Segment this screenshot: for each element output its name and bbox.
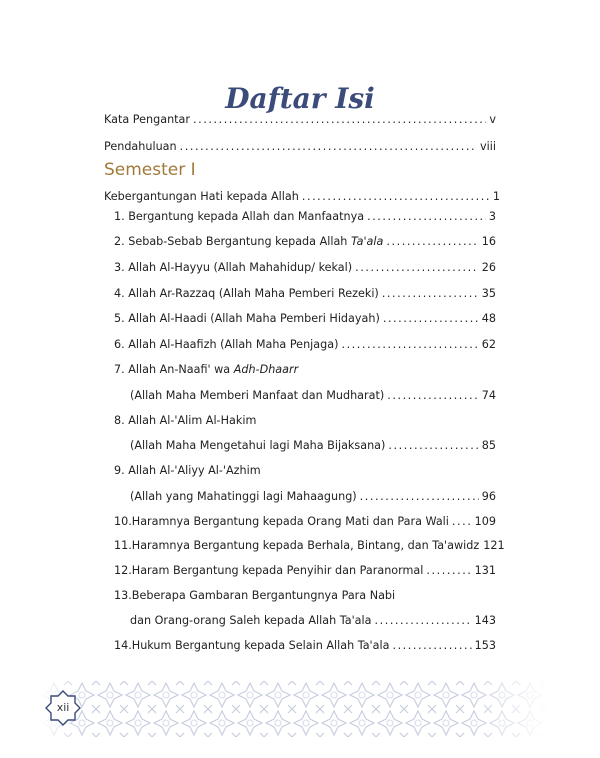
toc-entry-page: 143 (474, 614, 496, 627)
page-number: xii (56, 701, 70, 714)
toc-item-1[interactable] (114, 210, 496, 224)
dot-leader (180, 140, 477, 154)
toc-entry-label-text: 2. Sebab-Sebab Bergantung kepada Allah (114, 235, 351, 248)
toc-entry-label: Pendahuluan (104, 140, 177, 153)
dot-leader (387, 389, 479, 403)
toc-item-3[interactable] (114, 261, 496, 275)
toc-entry-label: 12.Haram Bergantung kepada Penyihir dan Paranormal (114, 564, 424, 577)
dot-leader (386, 235, 478, 249)
toc-entry-page: 35 (481, 287, 496, 300)
toc-entry-page: 131 (474, 564, 496, 577)
toc-entry-label: Kata Pengantar (104, 113, 191, 126)
toc-item-12[interactable] (114, 564, 496, 578)
dot-leader (382, 287, 479, 301)
toc-entry-label: 6. Allah Al-Haafizh (Allah Maha Penjaga) (114, 338, 339, 351)
toc-entry-label: 3. Allah Al-Hayyu (Allah Mahahidup/ kekal) (114, 261, 353, 274)
toc-item-2[interactable] (114, 235, 496, 249)
toc-entry-label (114, 235, 383, 249)
toc-entry-page: 96 (481, 490, 496, 503)
toc-entry-label: 1. Bergantung kepada Allah dan Manfaatnya (114, 210, 365, 223)
toc-item-10[interactable] (114, 515, 496, 529)
toc-entry-label: (Allah Maha Memberi Manfaat dan Mudharat) (130, 389, 385, 402)
toc-item-6[interactable] (114, 338, 496, 352)
footer-ornament (40, 681, 550, 737)
toc-entry-label-italic: Adh-Dhaarr (233, 363, 299, 376)
toc-item-13[interactable] (130, 614, 496, 628)
dot-leader (360, 490, 479, 504)
toc-entry-label: 14.Hukum Bergantung kepada Selain Allah Ta'ala (114, 639, 390, 652)
dot-leader (426, 564, 471, 578)
toc-entry-label: dan Orang-orang Saleh kepada Allah Ta'ala (130, 614, 372, 627)
toc-entry-label: 10.Haramnya Bergantung kepada Orang Mati dan Para Wali (114, 515, 449, 528)
toc-item-9-title[interactable]: 9. Allah Al-'Aliyy Al-'Azhim (114, 464, 261, 477)
toc-entry-label: (Allah Maha Mengetahui lagi Maha Bijaksana) (130, 439, 386, 452)
dot-leader (302, 190, 490, 204)
toc-entry-label: 5. Allah Al-Haadi (Allah Maha Pemberi Hidayah) (114, 312, 380, 325)
toc-item-8[interactable] (130, 439, 496, 453)
page-title: Daftar Isi (225, 82, 375, 115)
toc-entry-page: 121 (483, 539, 505, 552)
toc-entry-page: 16 (481, 235, 496, 248)
dot-leader (193, 113, 486, 127)
toc-item-7[interactable] (130, 389, 496, 403)
toc-item-4[interactable] (114, 287, 496, 301)
semester-heading: Semester I (104, 160, 196, 180)
toc-entry-label-italic: Ta'ala (350, 235, 384, 248)
toc-entry-page: 74 (481, 389, 496, 402)
toc-entry-pendahuluan[interactable] (104, 140, 496, 154)
toc-entry-page: 153 (474, 639, 496, 652)
toc-item-11[interactable] (114, 539, 505, 553)
toc-entry-label: 4. Allah Ar-Razzaq (Allah Maha Pemberi Rezeki) (114, 287, 379, 300)
toc-item-9[interactable] (130, 490, 496, 504)
toc-entry-page: viii (480, 140, 496, 153)
dot-leader (392, 639, 471, 653)
toc-chapter[interactable] (104, 190, 500, 204)
dot-leader (367, 210, 486, 224)
toc-entry-page: 85 (481, 439, 496, 452)
dot-leader (374, 614, 471, 628)
toc-entry-label: Kebergantungan Hati kepada Allah (104, 190, 299, 203)
toc-item-14[interactable] (114, 639, 496, 653)
toc-item-13-title[interactable]: 13.Beberapa Gambaran Bergantungnya Para Nabi (114, 589, 396, 602)
toc-entry-page: 62 (481, 338, 496, 351)
toc-entry-page: 48 (481, 312, 496, 325)
toc-entry-label-text: 7. Allah An-Naafi' wa (114, 363, 234, 376)
toc-entry-page: 109 (474, 515, 496, 528)
toc-item-7-title[interactable] (114, 363, 298, 377)
toc-entry-page: 26 (481, 261, 496, 274)
dot-leader (383, 312, 479, 326)
toc-item-8-title[interactable]: 8. Allah Al-'Alim Al-Hakim (114, 414, 257, 427)
toc-entry-label: (Allah yang Mahatinggi lagi Mahaagung) (130, 490, 357, 503)
toc-entry-label: 11.Haramnya Bergantung kepada Berhala, Bintang, dan Ta'awidz (114, 539, 480, 552)
toc-entry-page: 3 (488, 210, 496, 223)
dot-leader (388, 439, 478, 453)
dot-leader (341, 338, 478, 352)
toc-entry-page: v (489, 113, 496, 126)
toc-item-5[interactable] (114, 312, 496, 326)
toc-entry-kata-pengantar[interactable] (104, 113, 496, 127)
dot-leader (355, 261, 479, 275)
toc-entry-page: 1 (492, 190, 500, 203)
dot-leader (452, 515, 472, 529)
